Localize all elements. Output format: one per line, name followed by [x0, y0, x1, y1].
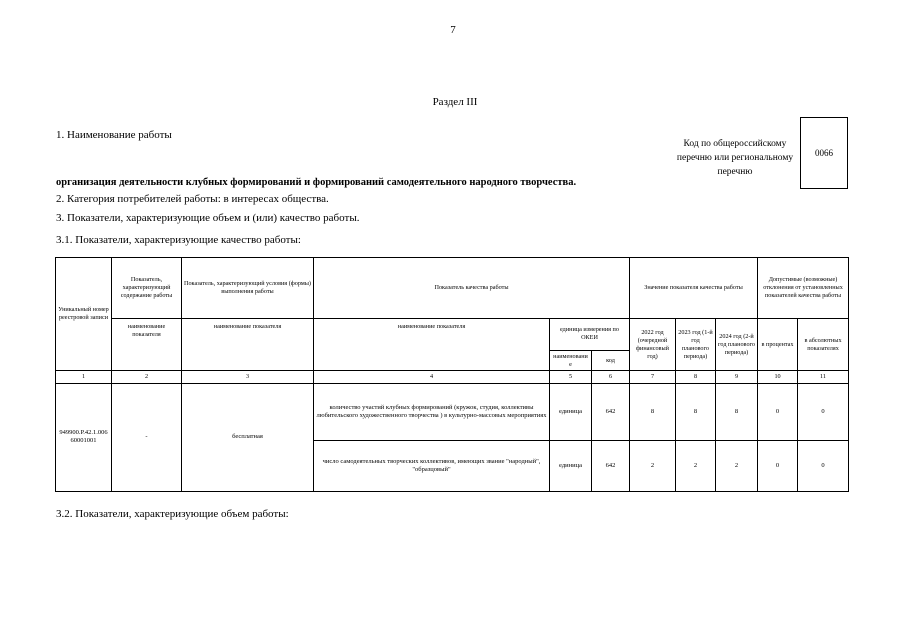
- header-condition-indicator: Показатель, характеризующий условия (формы) выполнения работы: [182, 258, 314, 319]
- volume-line: 3.2. Показатели, характеризующие объем работы:: [56, 508, 289, 520]
- value-2022-cell: 8: [630, 383, 676, 441]
- value-2024-cell: 2: [716, 441, 758, 492]
- page-number: 7: [450, 24, 456, 36]
- column-number: 7: [630, 371, 676, 383]
- work-name: организация деятельности клубных формирований и формирований самодеятельного народного творчества.: [56, 177, 577, 188]
- column-number: 6: [592, 371, 630, 383]
- deviation-absolute-cell: 0: [798, 383, 849, 441]
- value-2022-cell: 2: [630, 441, 676, 492]
- column-number: 2: [112, 371, 182, 383]
- unit-name-cell: единица: [550, 441, 592, 492]
- section-title: Раздел III: [432, 96, 478, 108]
- header-unit-code: код: [592, 351, 630, 371]
- header-year-2022: 2022 год (очередной финансовый год): [630, 318, 676, 371]
- header-content-name: наименование показателя: [112, 318, 182, 371]
- column-number: 11: [798, 371, 849, 383]
- unit-code-cell: 642: [592, 383, 630, 441]
- column-number: 8: [676, 371, 716, 383]
- column-number: 5: [550, 371, 592, 383]
- header-content-indicator: Показатель, характеризующий содержание работы: [112, 258, 182, 319]
- column-number: 9: [716, 371, 758, 383]
- header-quality-indicator: Показатель качества работы: [314, 258, 630, 319]
- indicators-line: 3. Показатели, характеризующие объем и (или) качество работы.: [56, 212, 360, 224]
- indicator-name-cell: число самодеятельных творческих коллективов, имеющих звание "народный", "образцовый": [314, 441, 550, 492]
- column-number: 3: [182, 371, 314, 383]
- unit-code-cell: 642: [592, 441, 630, 492]
- table-row: [56, 383, 849, 441]
- value-2023-cell: 2: [676, 441, 716, 492]
- deviation-percent-cell: 0: [758, 383, 798, 441]
- header-unit-okei: единица измерения по ОКЕИ: [550, 318, 630, 350]
- value-2023-cell: 8: [676, 383, 716, 441]
- header-deviations: Допустимые (возможные) отклонения от установленных показателей качества работы: [758, 258, 849, 319]
- quality-line: 3.1. Показатели, характеризующие качество работы:: [56, 234, 301, 246]
- header-in-percent: в процентах: [758, 318, 798, 371]
- header-unit-name: наименование: [550, 351, 592, 371]
- header-in-absolute: в абсолютных показателях: [798, 318, 849, 371]
- consumers-line: 2. Категория потребителей работы: в интересах общества.: [56, 193, 329, 205]
- column-number: 10: [758, 371, 798, 383]
- registry-code-value: 0066: [815, 148, 833, 158]
- deviation-absolute-cell: 0: [798, 441, 849, 492]
- deviation-percent-cell: 0: [758, 441, 798, 492]
- column-number: 1: [56, 371, 112, 383]
- indicator-name-cell: количество участий клубных формирований (кружок, студия, коллективы любительского художественного творчества ) в культурно-массовых мероприятиях: [314, 383, 550, 441]
- header-indicator-name: наименование показателя: [314, 318, 550, 371]
- unit-name-cell: единица: [550, 383, 592, 441]
- header-year-2024: 2024 год (2-й год планового периода): [716, 318, 758, 371]
- condition-value-cell: бесплатная: [182, 383, 314, 491]
- header-condition-name: наименование показателя: [182, 318, 314, 371]
- header-year-2023: 2023 год (1-й год планового периода): [676, 318, 716, 371]
- unique-number-cell: 949900.Р.42.1.00660001001: [56, 383, 112, 491]
- quality-indicators-table: [55, 257, 849, 492]
- header-unique-number: Уникальный номер реестровой записи: [56, 258, 112, 371]
- content-value-cell: -: [112, 383, 182, 491]
- registry-code-label: Код по общероссийскому перечню или региональному перечню: [676, 139, 794, 177]
- header-quality-value: Значение показателя качества работы: [630, 258, 758, 319]
- value-2024-cell: 8: [716, 383, 758, 441]
- registry-code-box: [800, 117, 848, 189]
- work-name-label: 1. Наименование работы: [56, 129, 172, 141]
- column-number: 4: [314, 371, 550, 383]
